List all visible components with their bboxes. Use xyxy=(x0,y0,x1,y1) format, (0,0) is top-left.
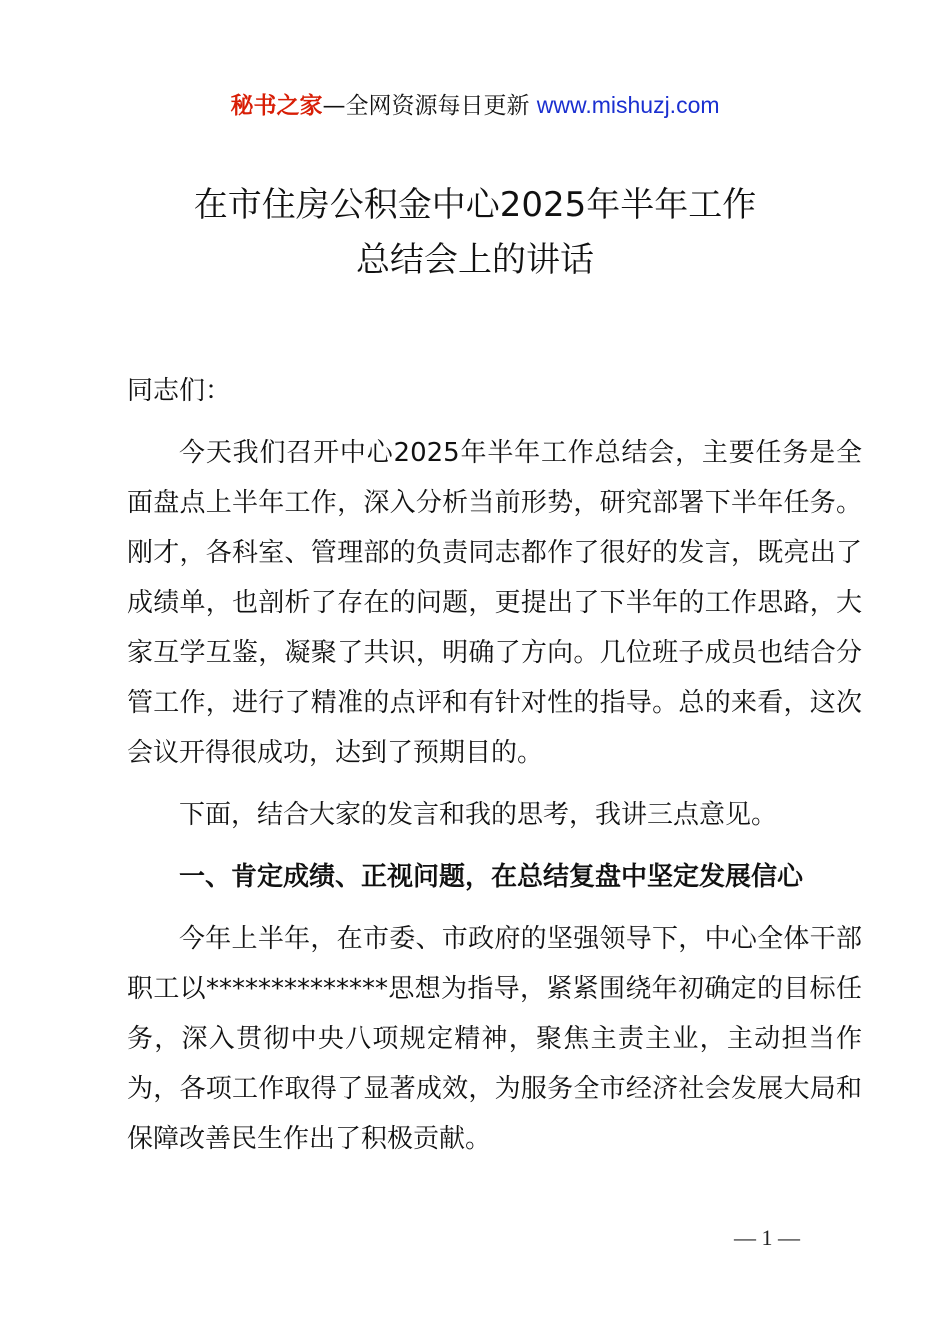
title-line-2: 总结会上的讲话 xyxy=(356,240,594,280)
site-url-link[interactable]: www.mishuzj.com xyxy=(536,92,720,118)
title-line-1: 在市住房公积金中心2025年半年工作 xyxy=(193,185,757,225)
paragraph: 下面，结合大家的发言和我的思考，我讲三点意见。 xyxy=(179,800,778,830)
document-body xyxy=(127,366,862,1176)
paragraph: 今年上半年，在市委、市政府的坚强领导下，中心全体干部职工以**************思想为指导，紧紧围绕年初确定的目标任务，深入贯彻中央八项规定精神，聚焦主责主业，主动担当作为，各项工作取得了显著成效，为服务全市经济社会发展大局和保障改善民生作出了积极贡献。 xyxy=(127,924,862,1154)
banner-tagline: —全网资源每日更新 xyxy=(322,93,530,119)
salutation: 同志们： xyxy=(127,376,232,406)
site-banner xyxy=(0,88,950,123)
page-number: — 1 — xyxy=(734,1225,800,1250)
brand-name: 秘书之家 xyxy=(230,93,323,119)
section-heading: 一、肯定成绩、正视问题，在总结复盘中坚定发展信心 xyxy=(179,862,804,892)
paragraph: 今天我们召开中心2025年半年工作总结会，主要任务是全面盘点上半年工作，深入分析当前形势，研究部署下半年任务。刚才，各科室、管理部的负责同志都作了很好的发言，既亮出了成绩单，也剖析了存在的问题，更提出了下半年的工作思路，大家互学互鉴，凝聚了共识，明确了方向。几位班子成员也结合分管工作，进行了精准的点评和有针对性的指导。总的来看，这次会议开得很成功，达到了预期目的。 xyxy=(127,438,862,768)
document-title xyxy=(0,178,950,288)
